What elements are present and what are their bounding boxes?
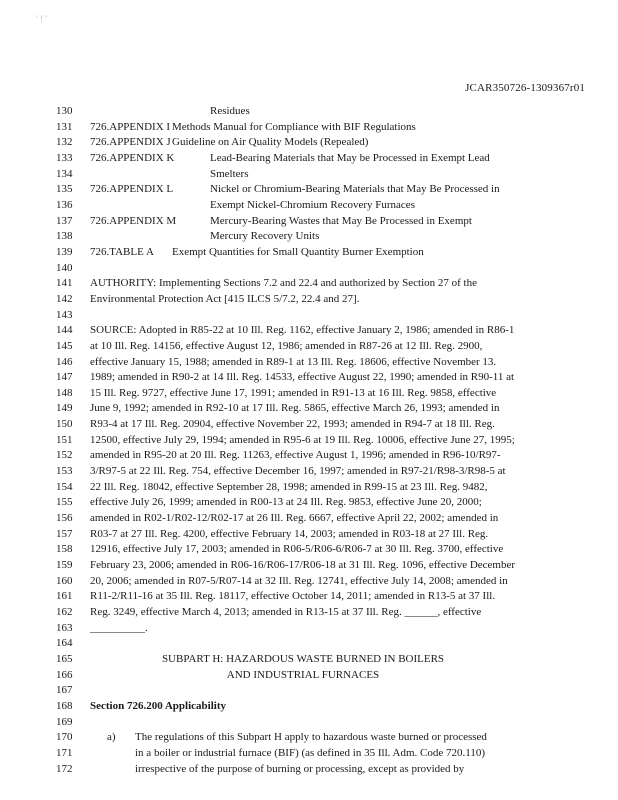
source-text: 1989; amended in R90-2 at 14 Ill. Reg. 14533, effective August 22, 1990; amended in R90-11 at	[90, 371, 515, 384]
line-number: 131	[56, 120, 73, 133]
line-number: 130	[56, 105, 73, 117]
line-number: 138	[56, 230, 73, 243]
scan-smudge: ' ! '	[36, 14, 47, 24]
source-text: amended in R95-20 at 20 Ill. Reg. 11263, effective August 1, 1996; amended in R96-10/R97-	[90, 449, 501, 462]
line	[0, 104, 618, 120]
appendix-code: 726.APPENDIX M	[90, 214, 177, 227]
line-number: 157	[56, 527, 73, 540]
source-text: amended in R02-1/R02-12/R02-17 at 26 Ill. Reg. 6667, effective April 22, 2002; amended in	[90, 512, 499, 525]
source-text: 15 Ill. Reg. 9727, effective June 17, 1991; amended in R91-13 at 16 Ill. Reg. 9858, effective	[90, 386, 497, 399]
line	[0, 589, 618, 605]
line	[0, 355, 618, 371]
subsection-text: in a boiler or industrial furnace (BIF) (as defined in 35 Ill. Adm. Code 720.110)	[135, 746, 485, 759]
line-number: 147	[56, 371, 73, 384]
line-number: 164	[56, 637, 73, 650]
line	[0, 339, 618, 355]
line	[0, 323, 618, 339]
line-number: 151	[56, 433, 73, 446]
source-text: R93-4 at 17 Ill. Reg. 20904, effective November 22, 1993; amended in R94-7 at 18 Ill. Reg.	[90, 418, 495, 431]
line	[0, 167, 618, 183]
line-number: 165	[56, 652, 73, 665]
line-number: 141	[56, 277, 73, 290]
source-text: R11-2/R11-16 at 35 Ill. Reg. 18117, effective October 14, 2011; amended in R13-5 at 37 Ill.	[90, 590, 496, 603]
line-number: 142	[56, 292, 73, 305]
line	[0, 308, 618, 324]
source-text: __________.	[90, 621, 148, 634]
line-number: 137	[56, 214, 73, 227]
line	[0, 652, 618, 668]
subsection-text: The regulations of this Subpart H apply to hazardous waste burned or processed	[135, 731, 487, 744]
appendix-title-continuation: Residues	[210, 105, 250, 117]
line	[0, 574, 618, 590]
source-text: 12916, effective July 17, 2003; amended in R06-5/R06-6/R06-7 at 30 Ill. Reg. 3700, effective	[90, 543, 504, 556]
line-number: 155	[56, 496, 73, 509]
subsection-label: a)	[107, 731, 116, 744]
line	[0, 527, 618, 543]
line-number: 163	[56, 621, 73, 634]
appendix-code: 726.APPENDIX J	[90, 136, 171, 149]
line-number: 144	[56, 324, 73, 337]
source-text: at 10 Ill. Reg. 14156, effective August 12, 1986; amended in R87-26 at 12 Ill. Reg. 2900,	[90, 339, 483, 352]
source-text: 12500, effective July 29, 1994; amended in R95-6 at 19 Ill. Reg. 10006, effective June 27, 1995;	[90, 433, 515, 446]
appendix-title: Mercury-Bearing Wastes that May Be Processed in Exempt	[210, 214, 472, 227]
source-text: SOURCE: Adopted in R85-22 at 10 Ill. Reg. 1162, effective January 2, 1986; amended in R86-1	[90, 324, 515, 337]
line	[0, 636, 618, 652]
appendix-code: 726.APPENDIX K	[90, 151, 175, 164]
line-number: 161	[56, 590, 73, 603]
line-number: 154	[56, 480, 73, 493]
source-text: Reg. 3249, effective March 4, 2013; amended in R13-15 at 37 Ill. Reg. ______, effective	[90, 606, 482, 618]
source-text: effective July 26, 1999; amended in R00-13 at 24 Ill. Reg. 9853, effective June 20, 2000;	[90, 496, 482, 509]
line-number: 160	[56, 574, 73, 587]
line-number: 172	[56, 762, 73, 775]
line-number: 134	[56, 167, 73, 180]
line	[0, 464, 618, 480]
line-number: 156	[56, 512, 73, 525]
document-id: JCAR350726-1309367r01	[465, 82, 585, 94]
line-number: 133	[56, 151, 73, 164]
appendix-code: 726.APPENDIX I	[90, 120, 171, 133]
line-number: 152	[56, 449, 73, 462]
line	[0, 558, 618, 574]
line	[0, 370, 618, 386]
line	[0, 542, 618, 558]
line-number: 167	[56, 684, 73, 697]
line	[0, 511, 618, 527]
line-number: 162	[56, 606, 73, 618]
line	[0, 433, 618, 449]
line-number: 171	[56, 746, 73, 759]
source-text: June 9, 1992; amended in R92-10 at 17 Ill. Reg. 5865, effective March 26, 1993; amended in	[90, 402, 500, 415]
line-number: 145	[56, 339, 73, 352]
table-code: 726.TABLE A	[90, 245, 154, 258]
line	[0, 480, 618, 496]
document-body	[0, 104, 618, 777]
subsection-text: irrespective of the purpose of burning or processing, except as provided by	[135, 762, 465, 775]
line-number: 132	[56, 136, 73, 149]
source-text: 20, 2006; amended in R07-5/R07-14 at 32 Ill. Reg. 12741, effective July 14, 2008; amended in	[90, 574, 508, 587]
line-number: 135	[56, 183, 73, 196]
appendix-title: Guideline on Air Quality Models (Repealed)	[172, 136, 369, 149]
line	[0, 715, 618, 731]
line	[0, 621, 618, 637]
appendix-title: Lead-Bearing Materials that May be Processed in Exempt Lead	[210, 151, 490, 164]
source-text: effective January 15, 1988; amended in R89-1 at 13 Ill. Reg. 18606, effective November 13.	[90, 355, 497, 368]
source-text: 22 Ill. Reg. 18042, effective September 28, 1998; amended in R99-15 at 23 Ill. Reg. 9482,	[90, 480, 488, 493]
line-number: 153	[56, 465, 73, 478]
line	[0, 448, 618, 464]
line	[0, 386, 618, 402]
line-number: 158	[56, 543, 73, 556]
appendix-title: Nickel or Chromium-Bearing Materials that May Be Processed in	[210, 183, 500, 196]
line	[0, 151, 618, 167]
line-number: 148	[56, 386, 73, 399]
authority-text: Environmental Protection Act [415 ILCS 5/7.2, 22.4 and 27].	[90, 292, 360, 305]
line	[0, 135, 618, 151]
table-title: Exempt Quantities for Small Quantity Burner Exemption	[172, 245, 424, 258]
line-number: 146	[56, 355, 73, 368]
line-number: 139	[56, 245, 73, 258]
line	[0, 229, 618, 245]
line	[0, 261, 618, 277]
line-number: 140	[56, 261, 73, 274]
line-number: 168	[56, 699, 73, 712]
line	[0, 668, 618, 684]
source-text: 3/R97-5 at 22 Ill. Reg. 754, effective December 16, 1997; amended in R97-21/R98-3/R98-5 at	[90, 465, 506, 478]
line-number: 170	[56, 731, 73, 744]
appendix-title-continuation: Exempt Nickel-Chromium Recovery Furnaces	[210, 198, 415, 211]
appendix-title: Methods Manual for Compliance with BIF Regulations	[172, 120, 416, 133]
line-number: 150	[56, 418, 73, 431]
line	[0, 683, 618, 699]
line-number: 159	[56, 559, 73, 572]
line	[0, 120, 618, 136]
line	[0, 245, 618, 261]
line-number: 149	[56, 402, 73, 415]
line-number: 143	[56, 308, 73, 321]
appendix-code: 726.APPENDIX L	[90, 183, 174, 196]
authority-text: AUTHORITY: Implementing Sections 7.2 and 22.4 and authorized by Section 27 of the	[90, 277, 477, 290]
line-number: 136	[56, 198, 73, 211]
line	[0, 198, 618, 214]
line	[0, 276, 618, 292]
line	[0, 495, 618, 511]
line	[0, 292, 618, 308]
subpart-heading: SUBPART H: HAZARDOUS WASTE BURNED IN BOILERS	[161, 652, 445, 665]
line	[0, 214, 618, 230]
line	[0, 730, 618, 746]
appendix-title-continuation: Smelters	[210, 167, 249, 180]
appendix-title-continuation: Mercury Recovery Units	[210, 230, 320, 243]
section-heading: Section 726.200 Applicability	[90, 699, 226, 712]
line	[0, 762, 618, 778]
source-text: February 23, 2006; amended in R06-16/R06-17/R06-18 at 31 Ill. Reg. 1096, effective December	[90, 559, 516, 572]
line	[0, 699, 618, 715]
line	[0, 182, 618, 198]
line	[0, 417, 618, 433]
line	[0, 746, 618, 762]
subpart-heading: AND INDUSTRIAL FURNACES	[226, 668, 380, 681]
source-text: R03-7 at 27 Ill. Reg. 4200, effective February 14, 2003; amended in R03-18 at 27 Ill. Reg.	[90, 527, 489, 540]
line-number: 166	[56, 668, 73, 681]
line	[0, 401, 618, 417]
line-number: 169	[56, 715, 73, 728]
line	[0, 605, 618, 621]
